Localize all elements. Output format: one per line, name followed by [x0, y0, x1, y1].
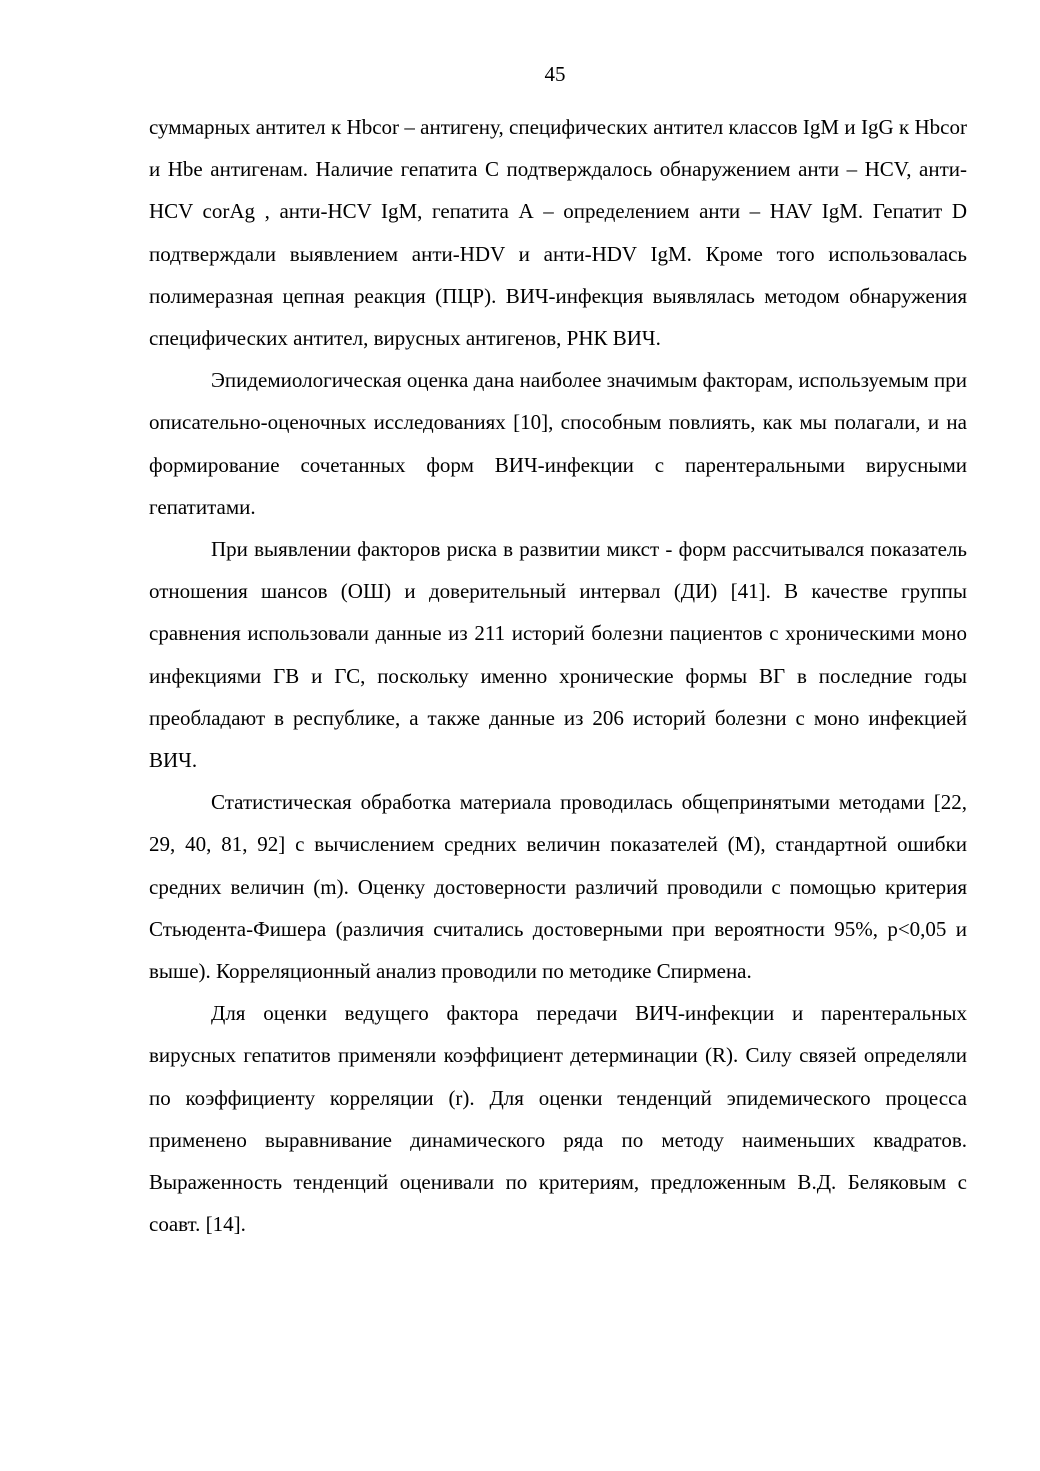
paragraph-serology: суммарных антител к Hbcor – антигену, специфических антител классов IgM и IgG к Hbcor и Hbe антигенам. Наличие гепатита С подтверждалось обнаружением анти – HCV, анти-HCV corAg , анти-HCV IgM, гепатита А – определением анти – HAV IgM. Гепатит D подтверждали выявлением анти-HDV и анти-HDV IgM. Кроме того использовалась полимеразная цепная реакция (ПЦР). ВИЧ-инфекция выявлялась методом обнаружения специфических антител, вирусных антигенов, РНК ВИЧ. — [149, 115, 967, 351]
page-number: 45 — [544, 62, 566, 86]
paragraph-epidemiological-assessment: Эпидемиологическая оценка дана наиболее значимым факторам, используемым при описательно-оценочных исследованиях [10], способным повлиять, как мы полагали, и на формирование сочетанных форм ВИЧ-инфекции с парентеральными вирусными гепатитами. — [149, 368, 967, 519]
document-body — [149, 106, 967, 1245]
paragraph-risk-factors: При выявлении факторов риска в развитии микст - форм рассчитывался показатель отношения шансов (ОШ) и доверительный интервал (ДИ) [41]. В качестве группы сравнения использовали данные из 211 историй болезни пациентов с хроническими моно инфекциями ГВ и ГС, поскольку именно хронические формы ВГ в последние годы преобладают в республике, а также данные из 206 историй болезни с моно инфекцией ВИЧ. — [149, 537, 967, 773]
paragraph-determination-coefficient: Для оценки ведущего фактора передачи ВИЧ-инфекции и парентеральных вирусных гепатитов применяли коэффициент детерминации (R). Силу связей определяли по коэффициенту корреляции (r). Для оценки тенденций эпидемического процесса применено выравнивание динамического ряда по методу наименьших квадратов. Выраженность тенденций оценивали по критериям, предложенным В.Д. Беляковым с соавт. [14]. — [149, 1001, 967, 1237]
paragraph-statistics: Статистическая обработка материала проводилась общепринятыми методами [22, 29, 40, 81, 92] с вычислением средних величин показателей (М), стандартной ошибки средних величин (m). Оценку достоверности различий проводили с помощью критерия Стьюдента-Фишера (различия считались достоверными при вероятности 95%, p<0,05 и выше). Корреляционный анализ проводили по методике Спирмена. — [149, 790, 967, 984]
